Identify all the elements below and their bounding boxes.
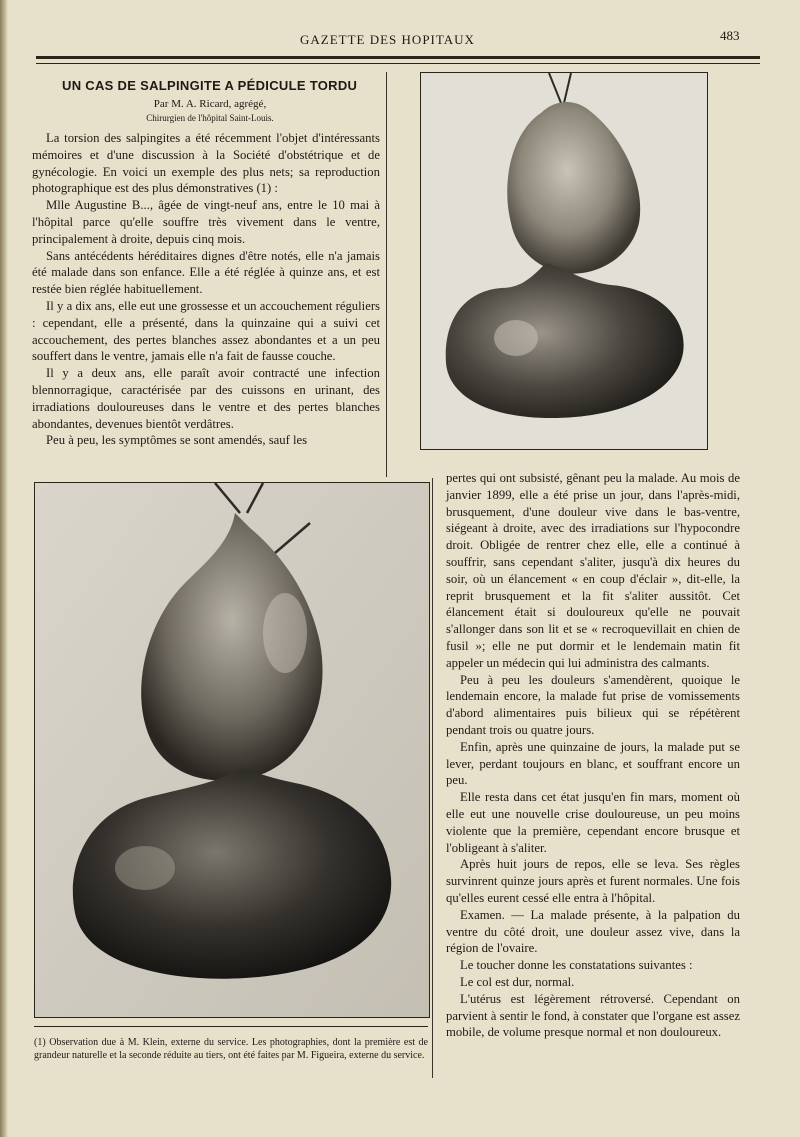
paragraph: Enfin, après une quinzaine de jours, la malade put se lever, perdant toujours en blanc, et souffrant encore un peu. — [446, 739, 740, 788]
column-divider — [386, 72, 387, 477]
footnote-rule — [34, 1026, 428, 1027]
binding-edge — [0, 0, 8, 1137]
paragraph: Examen. — La malade présente, à la palpation du ventre du côté droit, une douleur assez vive, dans la région de l'ovaire. — [446, 907, 740, 956]
left-text-column — [32, 130, 380, 449]
article-byline-role: Chirurgien de l'hôpital Saint-Louis. — [146, 113, 274, 123]
paragraph: L'utérus est légèrement rétroversé. Cependant on parvient à sentir le fond, à constater que l'organe est assez mobile, de volume presque normal et non douloureux. — [446, 991, 740, 1040]
paragraph: Le toucher donne les constatations suivantes : — [460, 958, 693, 973]
salpinx-photo-small-icon — [421, 73, 707, 449]
paragraph: Le col est dur, normal. — [460, 974, 575, 989]
column-divider — [432, 478, 433, 1078]
paragraph: Elle resta dans cet état jusqu'en fin mars, moment où elle eut une nouvelle crise douloureuse, un peu moins violente que la première, cependant encore brusque et l'obligeant à s'aliter. — [446, 790, 740, 855]
paragraph: La torsion des salpingites a été récemment l'objet d'intéressants mémoires et d'une discussion à la Société d'obstétrique et de gynécologie. En voici un exemple des plus nets; sa reproduction photographique est des plus démonstratives (1) : — [32, 131, 380, 196]
paragraph: Après huit jours de repos, elle se leva. Ses règles survinrent quinze jours après et furent normales. Une fois qu'elles eurent cessé elle entra à l'hôpital. — [446, 857, 740, 905]
paragraph: Il y a deux ans, elle paraît avoir contracté une infection blennorragique, caractérisée par des cuissons en urinant, des irradiations douloureuses dans le ventre et des pertes blanches abondantes, devenues bientôt verdâtres. — [32, 366, 380, 431]
right-text-column — [446, 470, 740, 1041]
salpinx-photo-large-icon — [35, 483, 429, 1017]
top-photograph — [420, 72, 708, 450]
header-rule-thick — [36, 56, 760, 59]
running-head: GAZETTE DES HOPITAUX — [300, 32, 475, 47]
paragraph: Il y a dix ans, elle eut une grossesse et un accouchement réguliers : cependant, elle a présenté, dans la quinzaine qui a suivi cet accouchement, des pertes blanches assez abondantes et a un peu souffert dans le ventre, jamais elle n'a fait de fausse couche. — [32, 298, 380, 364]
header-rule-thin — [36, 63, 760, 64]
paragraph: Peu à peu les douleurs s'amendèrent, quoique le lendemain encore, la malade fut prise de vomissements d'abord alimentaires puis bilieux qui se répétèrent pendant trois ou quatre jours. — [446, 672, 740, 737]
bottom-photograph — [34, 482, 430, 1018]
paragraph: Peu à peu, les symptômes se sont amendés, sauf les — [46, 433, 308, 448]
article-title: UN CAS DE SALPINGITE A PÉDICULE TORDU — [62, 78, 358, 93]
article-byline: Par M. A. Ricard, agrégé, — [153, 98, 267, 110]
footnote: (1) Observation due à M. Klein, externe du service. Les photographies, dont la première est de grandeur naturelle et la seconde réduite au tiers, ont été faites par M. Figueira, externe du service. — [34, 1037, 428, 1061]
paragraph: Mlle Augustine B..., âgée de vingt-neuf ans, entre le 10 mai à l'hôpital parce qu'elle souffre très vivement dans le ventre, principalement à droite, depuis cinq mois. — [32, 198, 380, 246]
paragraph: Sans antécédents héréditaires dignes d'être notés, elle n'a jamais été malade dans son enfance. Elle a été réglée à quinze ans, et est restée bien réglée habituellement. — [32, 248, 380, 297]
page-number: 483 — [720, 28, 740, 43]
paragraph: pertes qui ont subsisté, gênant peu la malade. Au mois de janvier 1899, elle a été prise un jour, dans l'après-midi, brusquement, d'une douleur vive dans le bas-ventre, siégeant à droite, avec des irradiations sur l'hypocondre droit. Obligée de rentrer chez elle, elle a continué à souffrir, sans cependant s'aliter, jusqu'à dix heures du soir, où un élancement « en coup d'éclair », dit-elle, la reprit brusquement et la fit s'aliter aussitôt. Cet élancement était si douloureux qu'elle ne pouvait s'allonger dans son lit et se « recroquevillait en chien de fusil »; elle ne put dormir et le lendemain matin fit appeler un médecin qui lui administra des calmants. — [446, 471, 740, 670]
